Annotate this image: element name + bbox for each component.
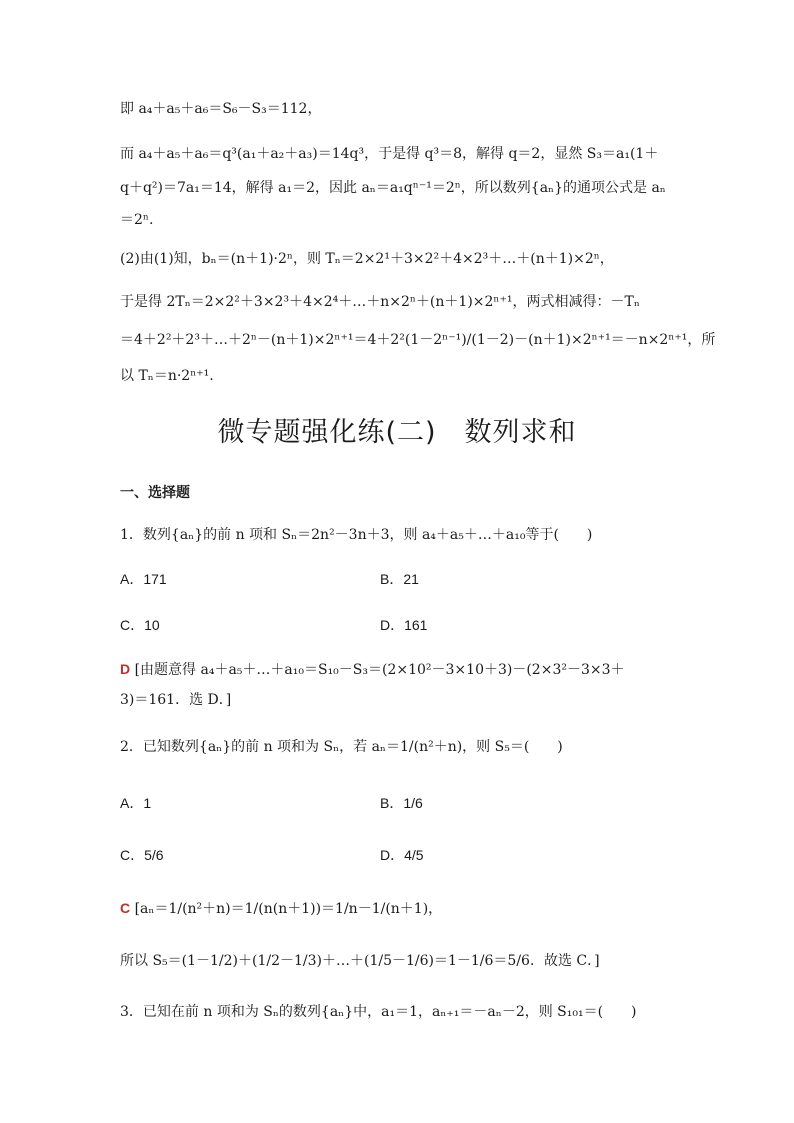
question-1-stem: 1．数列{aₙ}的前 n 项和 Sₙ＝2n²－3n＋3，则 a₄＋a₅＋…＋a₁₀等于( ) — [120, 527, 593, 543]
section-heading: 一、选择题 — [120, 485, 190, 501]
prev-solution-line-7: ＝4＋2²＋2³＋…＋2ⁿ－(n＋1)×2ⁿ⁺¹＝4＋2²(1－2ⁿ⁻¹)/(1－2)－(n＋1)×2ⁿ⁺¹＝－n×2ⁿ⁺¹，所 — [120, 332, 716, 348]
question-2-option-d: D．4/5 — [380, 847, 424, 863]
prev-solution-line-4: ＝2ⁿ. — [120, 212, 154, 228]
prev-solution-line-2: 而 a₄＋a₅＋a₆＝q³(a₁＋a₂＋a₃)＝14q³，于是得 q³＝8，解得 q＝2，显然 S₃＝a₁(1＋ — [120, 146, 659, 162]
question-1-option-c: C．10 — [120, 617, 160, 633]
prev-solution-line-6: 于是得 2Tₙ＝2×2²＋3×2³＋4×2⁴＋…＋n×2ⁿ＋(n＋1)×2ⁿ⁺¹，两式相减得：－Tₙ — [120, 294, 640, 310]
question-2-answer: C — [120, 900, 131, 916]
question-1-answer: D — [120, 661, 131, 677]
question-1-option-d: D．161 — [380, 617, 428, 633]
question-1-solution-line-1 — [120, 659, 625, 680]
question-1-solution-text: [由题意得 a₄＋a₅＋…＋a₁₀＝S₁₀－S₃＝(2×10²－3×10＋3)－(2×3²－3×3＋ — [134, 662, 625, 678]
question-2-stem: 2．已知数列{aₙ}的前 n 项和为 Sₙ，若 aₙ＝1/(n²＋n)，则 S₅＝( ) — [120, 739, 563, 755]
question-2-solution-line-2: 所以 S₅＝(1－1/2)＋(1/2－1/3)＋…＋(1/5－1/6)＝1－1/6＝5/6．故选 C．] — [120, 953, 600, 969]
question-2-option-a: A．1 — [120, 795, 152, 811]
question-2-option-c: C．5/6 — [120, 847, 164, 863]
prev-solution-line-8: 以 Tₙ＝n·2ⁿ⁺¹. — [120, 368, 214, 384]
question-3-stem: 3．已知在前 n 项和为 Sₙ的数列{aₙ}中，a₁＝1，aₙ₊₁＝－aₙ－2，则 S₁₀₁＝( ) — [120, 1004, 637, 1020]
prev-solution-line-3: q＋q²)＝7a₁＝14，解得 a₁＝2，因此 aₙ＝a₁qⁿ⁻¹＝2ⁿ，所以数列{aₙ}的通项公式是 aₙ — [120, 180, 666, 196]
question-1-option-a: A．171 — [120, 571, 167, 587]
question-2-solution-text: [aₙ＝1/(n²＋n)＝1/(n(n＋1))＝1/n－1/(n＋1)， — [134, 901, 443, 917]
question-2-solution-line-1 — [120, 898, 442, 919]
question-1-option-b: B．21 — [380, 571, 419, 587]
prev-solution-line-5: (2)由(1)知，bₙ＝(n＋1)·2ⁿ，则 Tₙ＝2×2¹＋3×2²＋4×2³＋…＋(n＋1)×2ⁿ， — [120, 251, 614, 267]
page-title: 微专题强化练(二) 数列求和 — [217, 417, 577, 448]
question-1-solution-line-2: 3)＝161．选 D．] — [120, 692, 232, 708]
question-2-option-b: B．1/6 — [380, 795, 423, 811]
prev-solution-line-1: 即 a₄＋a₅＋a₆＝S₆－S₃＝112， — [120, 101, 322, 117]
